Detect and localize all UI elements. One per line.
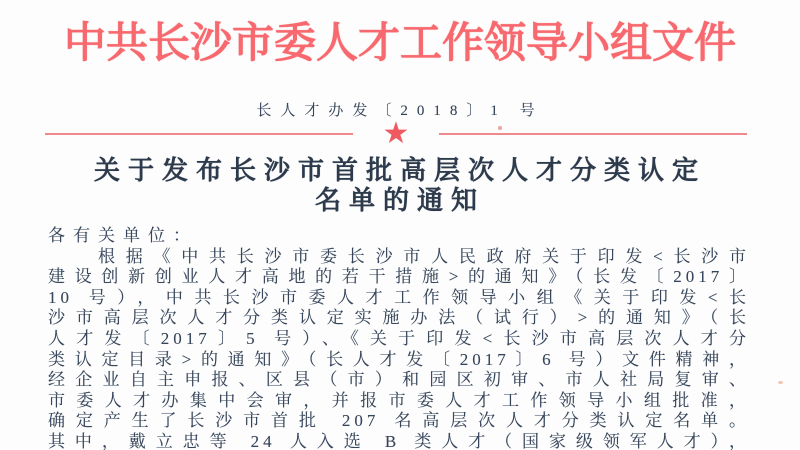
body-line: 确定产生了长沙市首批 207 名高层次人才分类认定名单。 [48,411,750,431]
body-line: 其中，戴立忠等 24 人入选 B 类人才（国家级领军人才）， [48,431,750,450]
body-line: 根据《中共长沙市委长沙市人民政府关于印发<长沙市 [98,246,750,266]
title-line-2: 名单的通知 [314,186,485,215]
scan-speck [778,381,783,384]
body-line: 类认定目录>的通知》（长人才发〔2017〕6 号）文件精神， [48,349,750,369]
scan-speck [498,126,502,130]
body-line: 10 号），中共长沙市委人才工作领导小组《关于印发<长 [48,287,750,307]
document-header: 中共长沙市委人才工作领导小组文件 [63,21,736,67]
body-line: 人才发〔2017〕5 号）、《关于印发<长沙市高层次人才分 [48,328,750,348]
document-title [0,156,800,216]
body-line: 市委人才办集中会审，并报市委人才工作领导小组批准， [48,390,750,410]
star-icon: ★ [382,116,410,151]
body-line: 建设创新创业人才高地的若干措施>的通知》（长发〔2017〕 [48,267,750,287]
divider-line-left [45,133,353,135]
body-line: 经企业自主申报、区县（市）和园区初审、市人社局复审、 [48,370,750,390]
doc-number: 长人才办发〔2018〕1 号 [256,103,544,119]
salutation: 各有关单位： [48,226,198,245]
star-divider [45,116,747,151]
body-line: 沙市高层次人才分类认定实施办法（试行）>的通知》（长 [48,308,750,328]
divider-line-right [439,133,747,135]
title-line-1: 关于发布长沙市首批高层次人才分类认定 [93,156,706,185]
document-body [48,226,750,450]
